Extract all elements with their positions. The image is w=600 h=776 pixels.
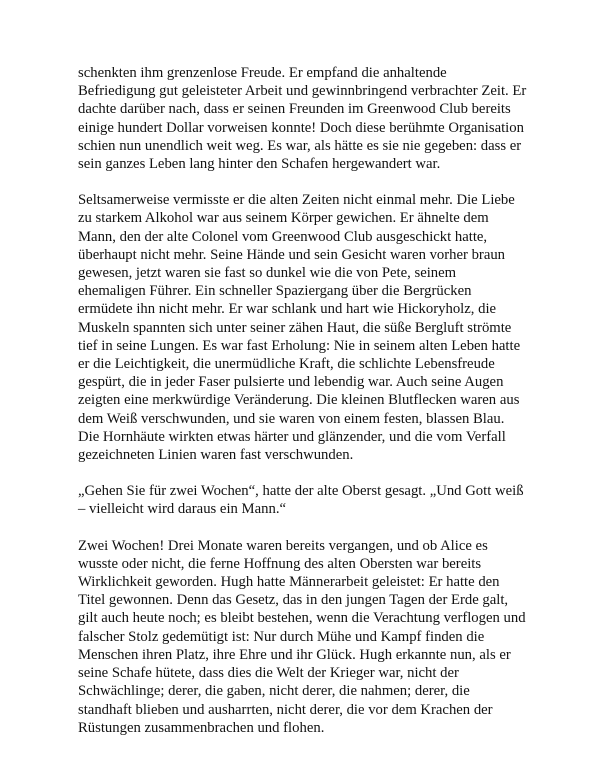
text-line: überhaupt nicht mehr. Seine Hände und sein Gesicht waren vorher braun bbox=[78, 246, 506, 263]
text-line: Mann, den der alte Colonel vom Greenwood Club ausgeschickt hatte, bbox=[78, 228, 488, 245]
text-line: tief in seine Lungen. Es war fast Erholung: Nie in seinem alten Leben hatte bbox=[78, 337, 521, 354]
document-page bbox=[78, 64, 530, 755]
text-line: einige hundert Dollar vorweisen konnte! Doch diese berühmte Organisation bbox=[78, 119, 524, 136]
text-line: Zwei Wochen! Drei Monate waren bereits vergangen, und ob Alice es bbox=[78, 537, 488, 554]
text-line: Menschen ihren Platz, ihre Ehre und ihr Glück. Hugh erkannte nun, als er bbox=[78, 646, 511, 663]
text-line: schenkten ihm grenzenlose Freude. Er empfand die anhaltende bbox=[78, 65, 447, 81]
text-line: sein ganzes Leben lang hinter den Schafen hergewandert war. bbox=[78, 156, 441, 173]
text-line: gewesen, jetzt waren sie fast so dunkel wie die von Pete, seinem bbox=[78, 265, 457, 282]
paragraph-2 bbox=[78, 191, 530, 464]
text-line: Die Hornhäute wirkten etwas härter und glänzender, und die vom Verfall bbox=[78, 428, 506, 445]
text-line: gezeichneten Linien waren fast verschwunden. bbox=[78, 447, 354, 464]
text-line: Titel gewonnen. Denn das Gesetz, das in den jungen Tagen der Erde galt, bbox=[78, 592, 509, 609]
text-line: Befriedigung gut geleisteter Arbeit und gewinnbringend verbrachter Zeit. Er bbox=[78, 83, 527, 100]
text-line: – vielleicht wird daraus ein Mann.“ bbox=[78, 501, 287, 518]
text-line: schien nun unendlich weit weg. Es war, als hätte es sie nie gegeben: dass er bbox=[78, 137, 522, 154]
text-line: Wirklichkeit geworden. Hugh hatte Männerarbeit geleistet: Er hatte den bbox=[78, 574, 500, 591]
text-line: zu starkem Alkohol war aus seinem Körper gewichen. Er ähnelte dem bbox=[78, 210, 489, 227]
text-line: zeigten eine merkwürdige Veränderung. Die kleinen Blutflecken waren aus bbox=[78, 392, 520, 409]
paragraph-3 bbox=[78, 482, 530, 518]
text-line: dachte darüber nach, dass er seinen Freunden im Greenwood Club bereits bbox=[78, 101, 511, 118]
text-line: er die Leichtigkeit, die unermüdliche Kraft, die schlichte Lebensfreude bbox=[78, 356, 495, 373]
paragraph-1 bbox=[78, 64, 530, 173]
paragraph-4 bbox=[78, 537, 530, 737]
text-line: Seltsamerweise vermisste er die alten Zeiten nicht einmal mehr. Die Liebe bbox=[78, 192, 515, 209]
text-line: seine Schafe hütete, dass dies die Welt der Krieger war, nicht der bbox=[78, 665, 459, 682]
text-line: Muskeln spannten sich unter seiner zähen Haut, die süße Bergluft strömte bbox=[78, 319, 512, 336]
text-line: Schwächlinge; derer, die gaben, nicht derer, die nahmen; derer, die bbox=[78, 683, 470, 700]
text-line: Rüstungen zusammenbrachen und flohen. bbox=[78, 719, 325, 736]
text-line: dem Weiß verschwunden, und sie waren von einem festen, blassen Blau. bbox=[78, 410, 505, 427]
text-line: gilt auch heute noch; es bleibt bestehen, wenn die Verachtung verflogen und bbox=[78, 610, 526, 627]
text-line: ehemaligen Führer. Ein schneller Spaziergang über die Bergrücken bbox=[78, 283, 472, 300]
text-line: standhaft blieben und ausharrten, nicht derer, die vor dem Krachen der bbox=[78, 701, 493, 718]
text-line: wusste oder nicht, die ferne Hoffnung des alten Obersten war bereits bbox=[78, 555, 482, 572]
text-line: gespürt, die in jeder Faser pulsierte und lebendig war. Auch seine Augen bbox=[78, 374, 504, 391]
text-line: falscher Stolz gedemütigt ist: Nur durch Mühe und Kampf finden die bbox=[78, 628, 485, 645]
text-line: ermüdete ihn nicht mehr. Er war schlank und hart wie Hickoryholz, die bbox=[78, 301, 497, 318]
text-line: „Gehen Sie für zwei Wochen“, hatte der alte Oberst gesagt. „Und Gott weiß bbox=[78, 483, 524, 500]
